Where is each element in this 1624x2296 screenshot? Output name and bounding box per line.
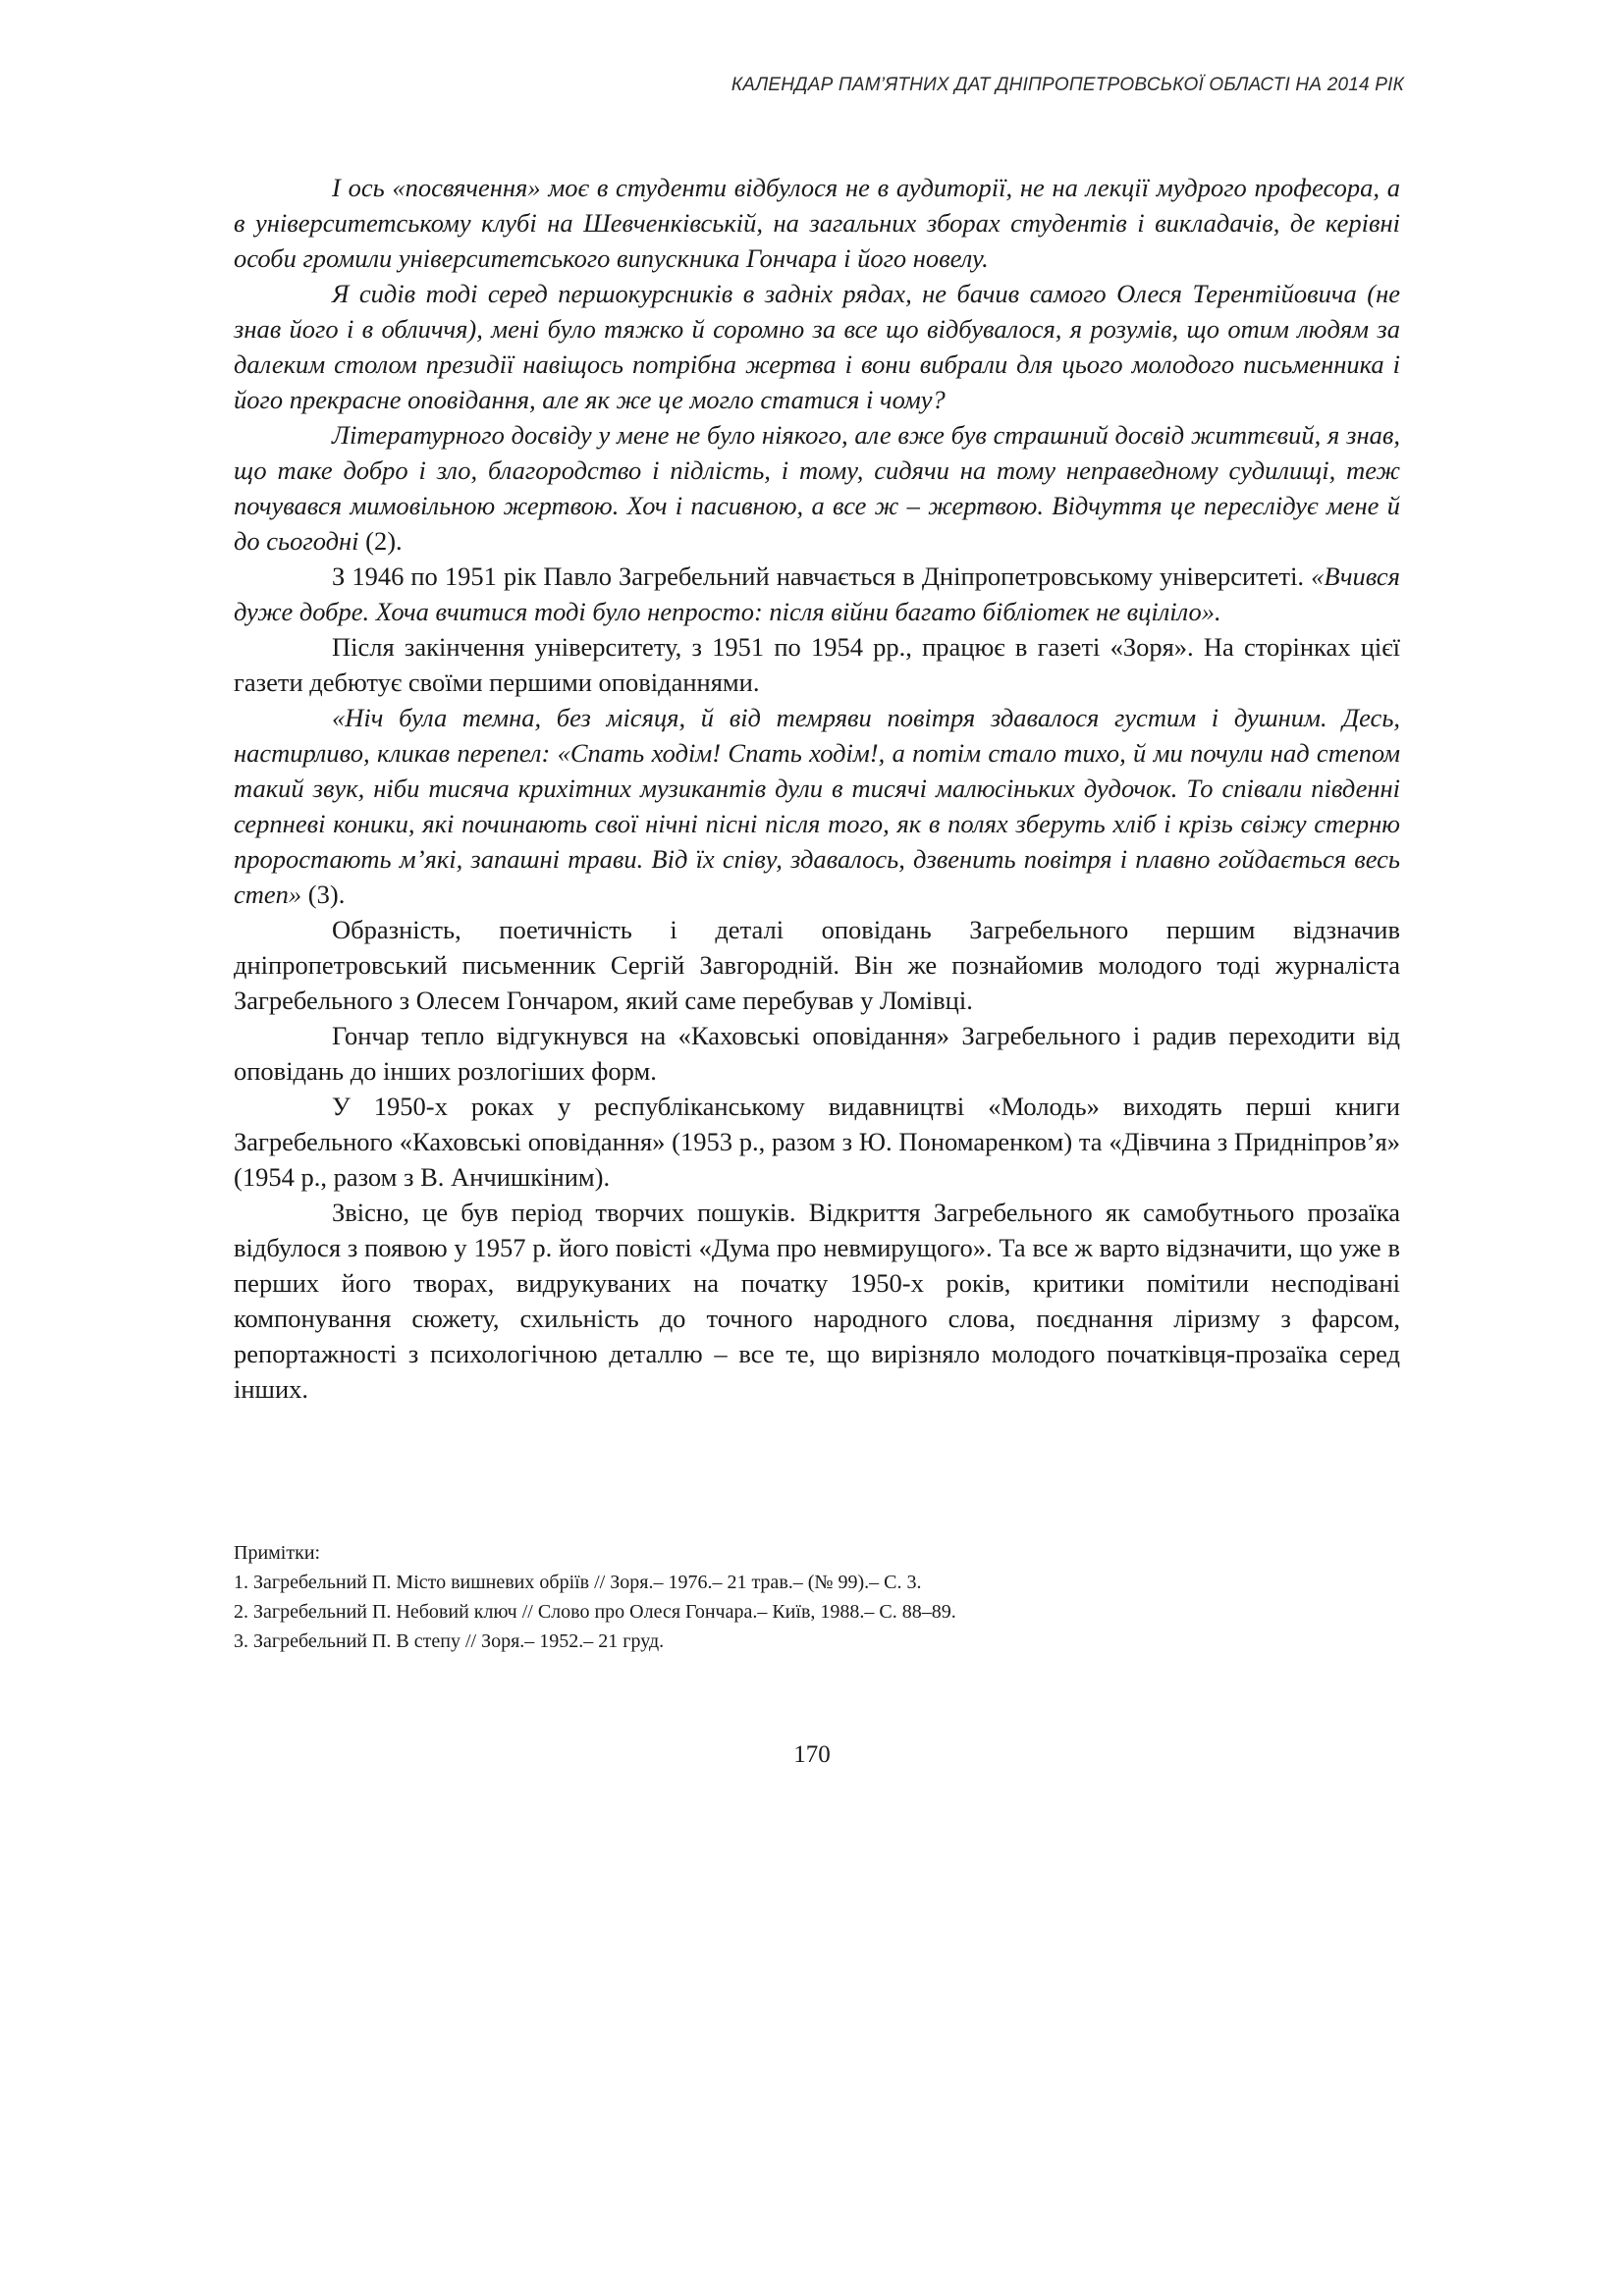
quote-text: «Вчився дуже добре. Хоча вчитися тоді було непросто: після війни багато бібліотек не вціліло». (234, 561, 1400, 626)
notes-heading: Примітки: (234, 1542, 321, 1564)
paragraph-text: З 1946 по 1951 рік Павло Загребельний навчається в Дніпропетровському університеті. (332, 561, 1312, 591)
paragraph: Я сидів тоді серед першокурсників в задніх рядах, не бачив самого Олеся Терентійовича (не знав його і в обличчя), мені було тяжко й соромно за все що відбувалося, я розумів, що отим людям за далеким столом президії навіщось потрібна жертва і вони вибрали для цього молодого письменника і його прекрасне оповідання, але як же це могло статися і чому? (234, 279, 1400, 414)
page-number: 170 (793, 1741, 831, 1768)
paragraph (234, 417, 1400, 559)
note-item: 2. Загребельний П. Небовий ключ // Слово про Олеся Гончара.– Київ, 1988.– С. 88–89. (234, 1601, 956, 1623)
note-item: 1. Загребельний П. Місто вишневих обріїв // Зоря.– 1976.– 21 трав.– (№ 99).– С. 3. (234, 1572, 922, 1593)
reference-marker: (3). (301, 880, 346, 909)
quote-text: Літературного досвіду у мене не було ніякого, але вже був страшний досвід життєвий, я знав, що таке добро і зло, благородство і підлість, і тому, сидячи на тому неправедному судилищі, теж почувався мимовільною жертвою. Хоч і пасивною, а все ж – жертвою. Відчуття це переслідує мене й до сьогодні (234, 420, 1400, 556)
paragraph (234, 559, 1400, 629)
paragraph: Звісно, це був період творчих пошуків. Відкриття Загребельного як самобутнього прозаїка відбулося з появою у 1957 р. його повісті «Дума про невмирущого». Та все ж варто відзначити, що уже в перших його творах, видрукуваних на початку 1950-х років, критики помітили несподівані компонування сюжету, схильність до точного народного слова, поєднання ліризму з фарсом, репортажності з психологічною деталлю – все те, що вирізняло молодого початківця-прозаїка серед інших. (234, 1198, 1400, 1404)
paragraph: Гончар тепло відгукнувся на «Каховські оповідання» Загребельного і радив переходити від оповідань до інших розлогіших форм. (234, 1021, 1400, 1086)
reference-marker: (2). (358, 526, 403, 556)
paragraph: Образність, поетичність і деталі оповідань Загребельного першим відзначив дніпропетровський письменник Сергій Завгородній. Він же познайомив молодого тоді журналіста Загребельного з Олесем Гончаром, який саме перебував у Ломівці. (234, 915, 1400, 1015)
paragraph: У 1950-х роках у республіканському видавництві «Молодь» виходять перші книги Загребельного «Каховські оповідання» (1953 р., разом з Ю. Пономаренком) та «Дівчина з Придніпров’я» (1954 р., разом з В. Анчишкіним). (234, 1092, 1400, 1192)
notes-section (234, 1538, 1400, 1656)
note-item: 3. Загребельний П. В степу // Зоря.– 1952.– 21 груд. (234, 1630, 665, 1652)
paragraph: Після закінчення університету, з 1951 по 1954 рр., працює в газеті «Зоря». На сторінках цієї газети дебютує своїми першими оповіданнями. (234, 632, 1400, 697)
quote-text: «Ніч була темна, без місяця, й від темряви повітря здавалося густим і душним. Десь, настирливо, кликав перепел: «Спать ходім! Спать ходім!, а потім стало тихо, й ми почули над степом такий звук, ніби тисяча крихітних музикантів дули в тисячі малюсіньких дудочок. То співали південні серпневі коники, які починають свої нічні пісні після того, як в полях зберуть хліб і крізь свіжу стерню проростають м’які, запашні трави. Від їх співу, здавалось, дзвенить повітря і плавно гойдається весь степ» (234, 703, 1400, 909)
running-header: КАЛЕНДАР ПАМ’ЯТНИХ ДАТ ДНІПРОПЕТРОВСЬКОЇ ОБЛАСТІ НА 2014 РІК (731, 75, 1404, 95)
main-text (234, 170, 1400, 1407)
paragraph: І ось «посвячення» моє в студенти відбулося не в аудиторії, не на лекції мудрого професора, а в університетському клубі на Шевченківській, на загальних зборах студентів і викладачів, де керівні особи громили університетського випускника Гончара і його новелу. (234, 173, 1400, 273)
paragraph (234, 700, 1400, 912)
